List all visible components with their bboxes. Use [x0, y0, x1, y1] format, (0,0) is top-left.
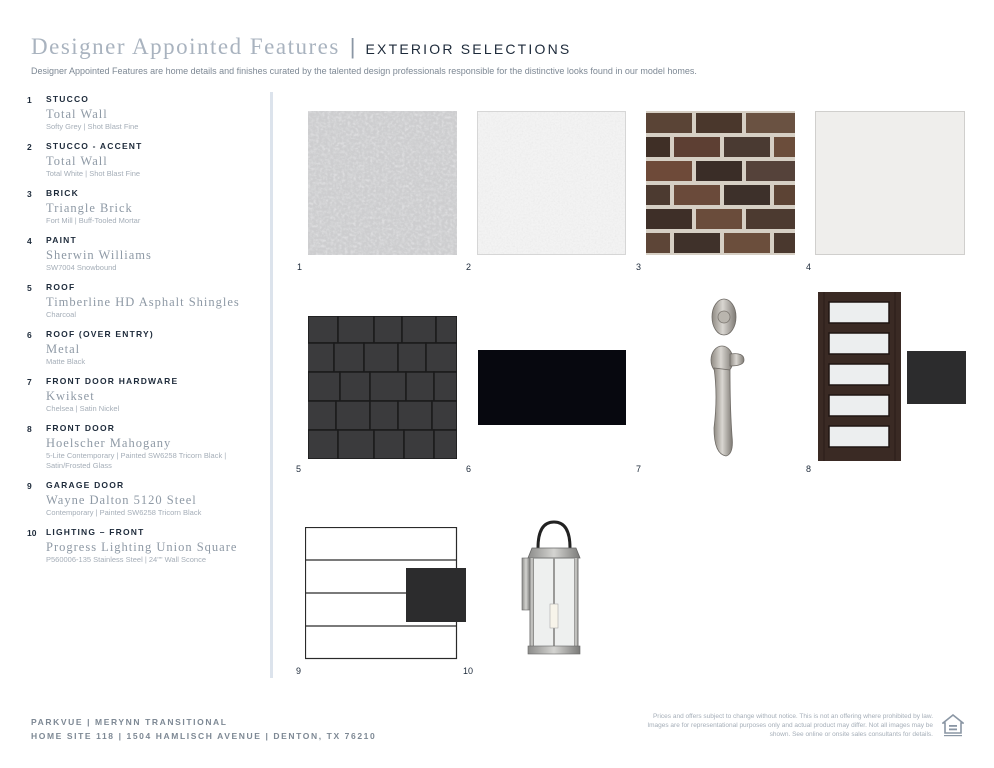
disclaimer: Prices and offers subject to change without notice. This is not an offering where prohibited by law. Images are for representational purposes only and actual product may differ. Not all images may be shown. See online or onsite sales consultants for details. [647, 713, 933, 738]
spec-category: ROOF (OVER ENTRY) [46, 329, 154, 339]
page-subtitle: EXTERIOR SELECTIONS [365, 41, 572, 57]
spec-detail: P560006-135 Stainless Steel | 24"" Wall Sconce [46, 555, 207, 564]
spec-name: Progress Lighting Union Square [46, 540, 238, 554]
metal-swatch [478, 350, 626, 425]
spec-detail: 5-Lite Contemporary | Painted SW6258 Tricorn Black | Satin/Frosted Glass [46, 451, 227, 470]
swatch-label: 9 [296, 666, 302, 676]
spec-name: Timberline HD Asphalt Shingles [46, 295, 240, 309]
spec-item [27, 527, 267, 565]
spec-detail: Total White | Shot Blast Fine [46, 169, 141, 178]
spec-category: FRONT DOOR [46, 423, 116, 433]
spec-number: 8 [27, 424, 32, 434]
spec-detail: Charcoal [46, 310, 77, 319]
spec-detail: Matte Black [46, 357, 86, 366]
address-line: HOME SITE 118 | 1504 HAMLISCH AVENUE | DENTON, TX 76210 [31, 731, 377, 741]
spec-category: GARAGE DOOR [46, 480, 125, 490]
spec-name: Hoelscher Mahogany [46, 436, 172, 450]
community-line: PARKVUE | MERYNN TRANSITIONAL [31, 717, 228, 727]
spec-category: BRICK [46, 188, 79, 198]
spec-number: 5 [27, 283, 32, 293]
spec-number: 1 [27, 95, 32, 105]
spec-number: 9 [27, 481, 32, 491]
spec-number: 6 [27, 330, 32, 340]
spec-detail: SW7004 Snowbound [46, 263, 117, 272]
title-separator: | [349, 34, 356, 59]
swatch-label: 4 [806, 262, 812, 272]
front-door-image [818, 292, 901, 461]
spec-item [27, 480, 267, 518]
spec-detail: Fort Mill | Buff-Tooled Mortar [46, 216, 141, 225]
spec-name: Triangle Brick [46, 201, 133, 215]
page-title: Designer Appointed Features [31, 34, 340, 59]
spec-detail: Contemporary | Painted SW6258 Tricorn Black [46, 508, 202, 517]
shingle-swatch [308, 316, 457, 459]
spec-name: Kwikset [46, 389, 95, 403]
spec-item [27, 329, 267, 367]
spec-category: FRONT DOOR HARDWARE [46, 376, 179, 386]
spec-item [27, 235, 267, 273]
swatch-label: 8 [806, 464, 812, 474]
equal-housing-icon [942, 714, 964, 738]
column-divider [270, 92, 273, 678]
spec-list [27, 94, 267, 574]
spec-item [27, 376, 267, 414]
spec-number: 4 [27, 236, 32, 246]
swatch-label: 10 [463, 666, 474, 676]
wall-sconce-image [518, 518, 588, 660]
spec-category: ROOF [46, 282, 76, 292]
spec-name: Metal [46, 342, 81, 356]
tricorn-black-chip [907, 351, 966, 404]
community-info [31, 715, 376, 743]
spec-item [27, 188, 267, 226]
intro-text: Designer Appointed Features are home details and finishes curated by the talented design professionals responsible for the distinctive looks found in our model homes. [31, 66, 697, 76]
spec-name: Sherwin Williams [46, 248, 152, 262]
header [31, 34, 971, 76]
swatch-label: 3 [636, 262, 642, 272]
door-hardware-image [700, 296, 752, 461]
spec-item [27, 94, 267, 132]
spec-item [27, 141, 267, 179]
spec-detail: Chelsea | Satin Nickel [46, 404, 120, 413]
garage-color-chip [406, 568, 466, 622]
spec-number: 3 [27, 189, 32, 199]
spec-name: Total Wall [46, 154, 108, 168]
swatch-label: 6 [466, 464, 472, 474]
spec-category: PAINT [46, 235, 77, 245]
swatch-label: 5 [296, 464, 302, 474]
stucco-white-swatch [477, 111, 626, 255]
spec-item [27, 423, 267, 471]
spec-name: Total Wall [46, 107, 108, 121]
swatch-label: 1 [297, 262, 303, 272]
spec-detail: Softy Grey | Shot Blast Fine [46, 122, 139, 131]
brick-swatch [646, 111, 795, 255]
spec-number: 2 [27, 142, 32, 152]
spec-category: LIGHTING – FRONT [46, 527, 145, 537]
stucco-grey-swatch [308, 111, 457, 255]
spec-category: STUCCO [46, 94, 90, 104]
spec-number: 10 [27, 528, 37, 538]
swatch-label: 2 [466, 262, 472, 272]
spec-name: Wayne Dalton 5120 Steel [46, 493, 197, 507]
paint-swatch [815, 111, 965, 255]
spec-category: STUCCO - ACCENT [46, 141, 143, 151]
swatch-label: 7 [636, 464, 642, 474]
spec-item [27, 282, 267, 320]
spec-number: 7 [27, 377, 32, 387]
